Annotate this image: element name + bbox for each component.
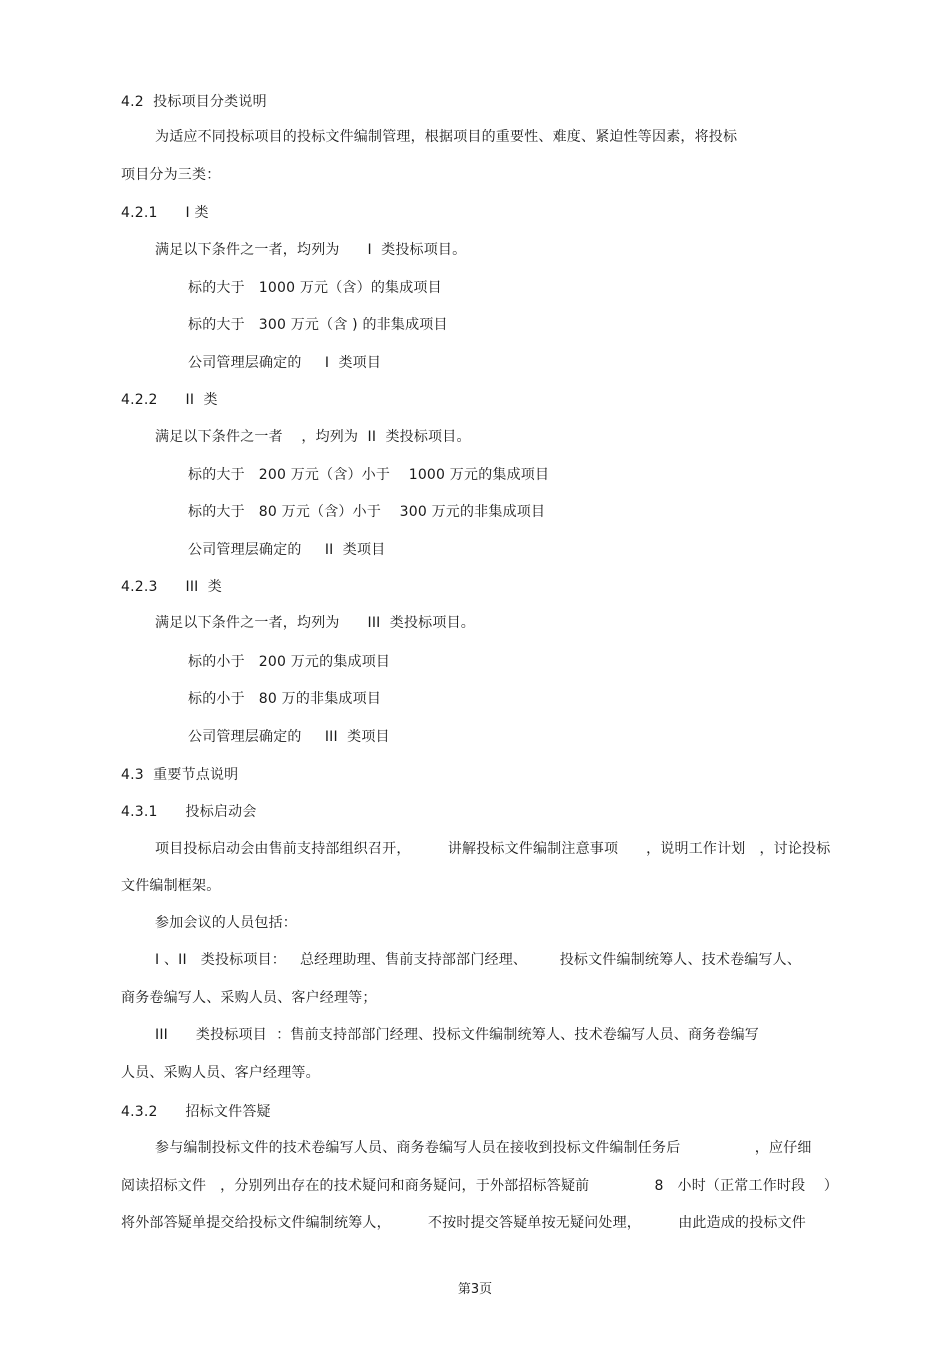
list-item: 标的大于 80 万元（含）小于 300 万元的非集成项目	[188, 504, 546, 520]
heading-4-3-2: 4.3.2 招标文件答疑	[121, 1104, 271, 1120]
heading-4-2: 4.2 投标项目分类说明	[121, 94, 267, 110]
paragraph-line: 商务卷编写人、采购人员、客户经理等；	[121, 990, 377, 1006]
paragraph-line: 满足以下条件之一者 ，均列为 II 类投标项目。	[155, 429, 471, 445]
paragraph-line: 参与编制投标文件的技术卷编写人员、商务卷编写人员在接收到投标文件编制任务后 ，应仔细	[155, 1140, 812, 1156]
list-item: 标的小于 80 万的非集成项目	[188, 691, 382, 707]
list-item: 公司管理层确定的 III 类项目	[188, 729, 390, 745]
paragraph-line: 为适应不同投标项目的投标文件编制管理，根据项目的重要性、难度、紧迫性等因素，将投标	[155, 129, 738, 145]
heading-4-2-1: 4.2.1 I 类	[121, 205, 209, 221]
paragraph-line: 满足以下条件之一者，均列为 I 类投标项目。	[155, 242, 467, 258]
paragraph-line: 项目投标启动会由售前支持部组织召开， 讲解投标文件编制注意事项 ，说明工作计划 ，讨论投标	[155, 841, 831, 857]
paragraph-line: I 、II 类投标项目： 总经理助理、售前支持部部门经理、 投标文件编制统筹人、技术卷编写人、	[155, 952, 802, 968]
list-item: 公司管理层确定的 II 类项目	[188, 542, 386, 558]
list-item: 标的大于 200 万元（含）小于 1000 万元的集成项目	[188, 467, 550, 483]
paragraph-line: 阅读招标文件 ，分别列出存在的技术疑问和商务疑问，于外部招标答疑前 8 小时（正常工作时段 ）	[121, 1178, 839, 1194]
paragraph-line: 项目分为三类：	[121, 167, 221, 183]
list-item: 公司管理层确定的 I 类项目	[188, 355, 382, 371]
list-item: 标的大于 300 万元（含 ) 的非集成项目	[188, 317, 448, 333]
list-item: 标的大于 1000 万元（含）的集成项目	[188, 280, 442, 296]
paragraph-line: 将外部答疑单提交给投标文件编制统筹人， 不按时提交答疑单按无疑问处理， 由此造成的投标文件	[121, 1215, 807, 1231]
paragraph-line: 人员、采购人员、客户经理等。	[121, 1065, 320, 1081]
heading-4-3: 4.3 重要节点说明	[121, 767, 239, 783]
heading-4-2-3: 4.2.3 III 类	[121, 579, 223, 595]
paragraph-line: 满足以下条件之一者，均列为 III 类投标项目。	[155, 615, 475, 631]
heading-4-2-2: 4.2.2 II 类	[121, 392, 218, 408]
list-item: 标的小于 200 万元的集成项目	[188, 654, 391, 670]
page-number: 第3页	[457, 1282, 493, 1297]
paragraph-line: 参加会议的人员包括：	[155, 915, 297, 931]
paragraph-line: III 类投标项目 ：售前支持部部门经理、投标文件编制统筹人、技术卷编写人员、商务卷编写	[155, 1027, 759, 1043]
heading-4-3-1: 4.3.1 投标启动会	[121, 804, 257, 820]
paragraph-line: 文件编制框架。	[121, 878, 221, 894]
